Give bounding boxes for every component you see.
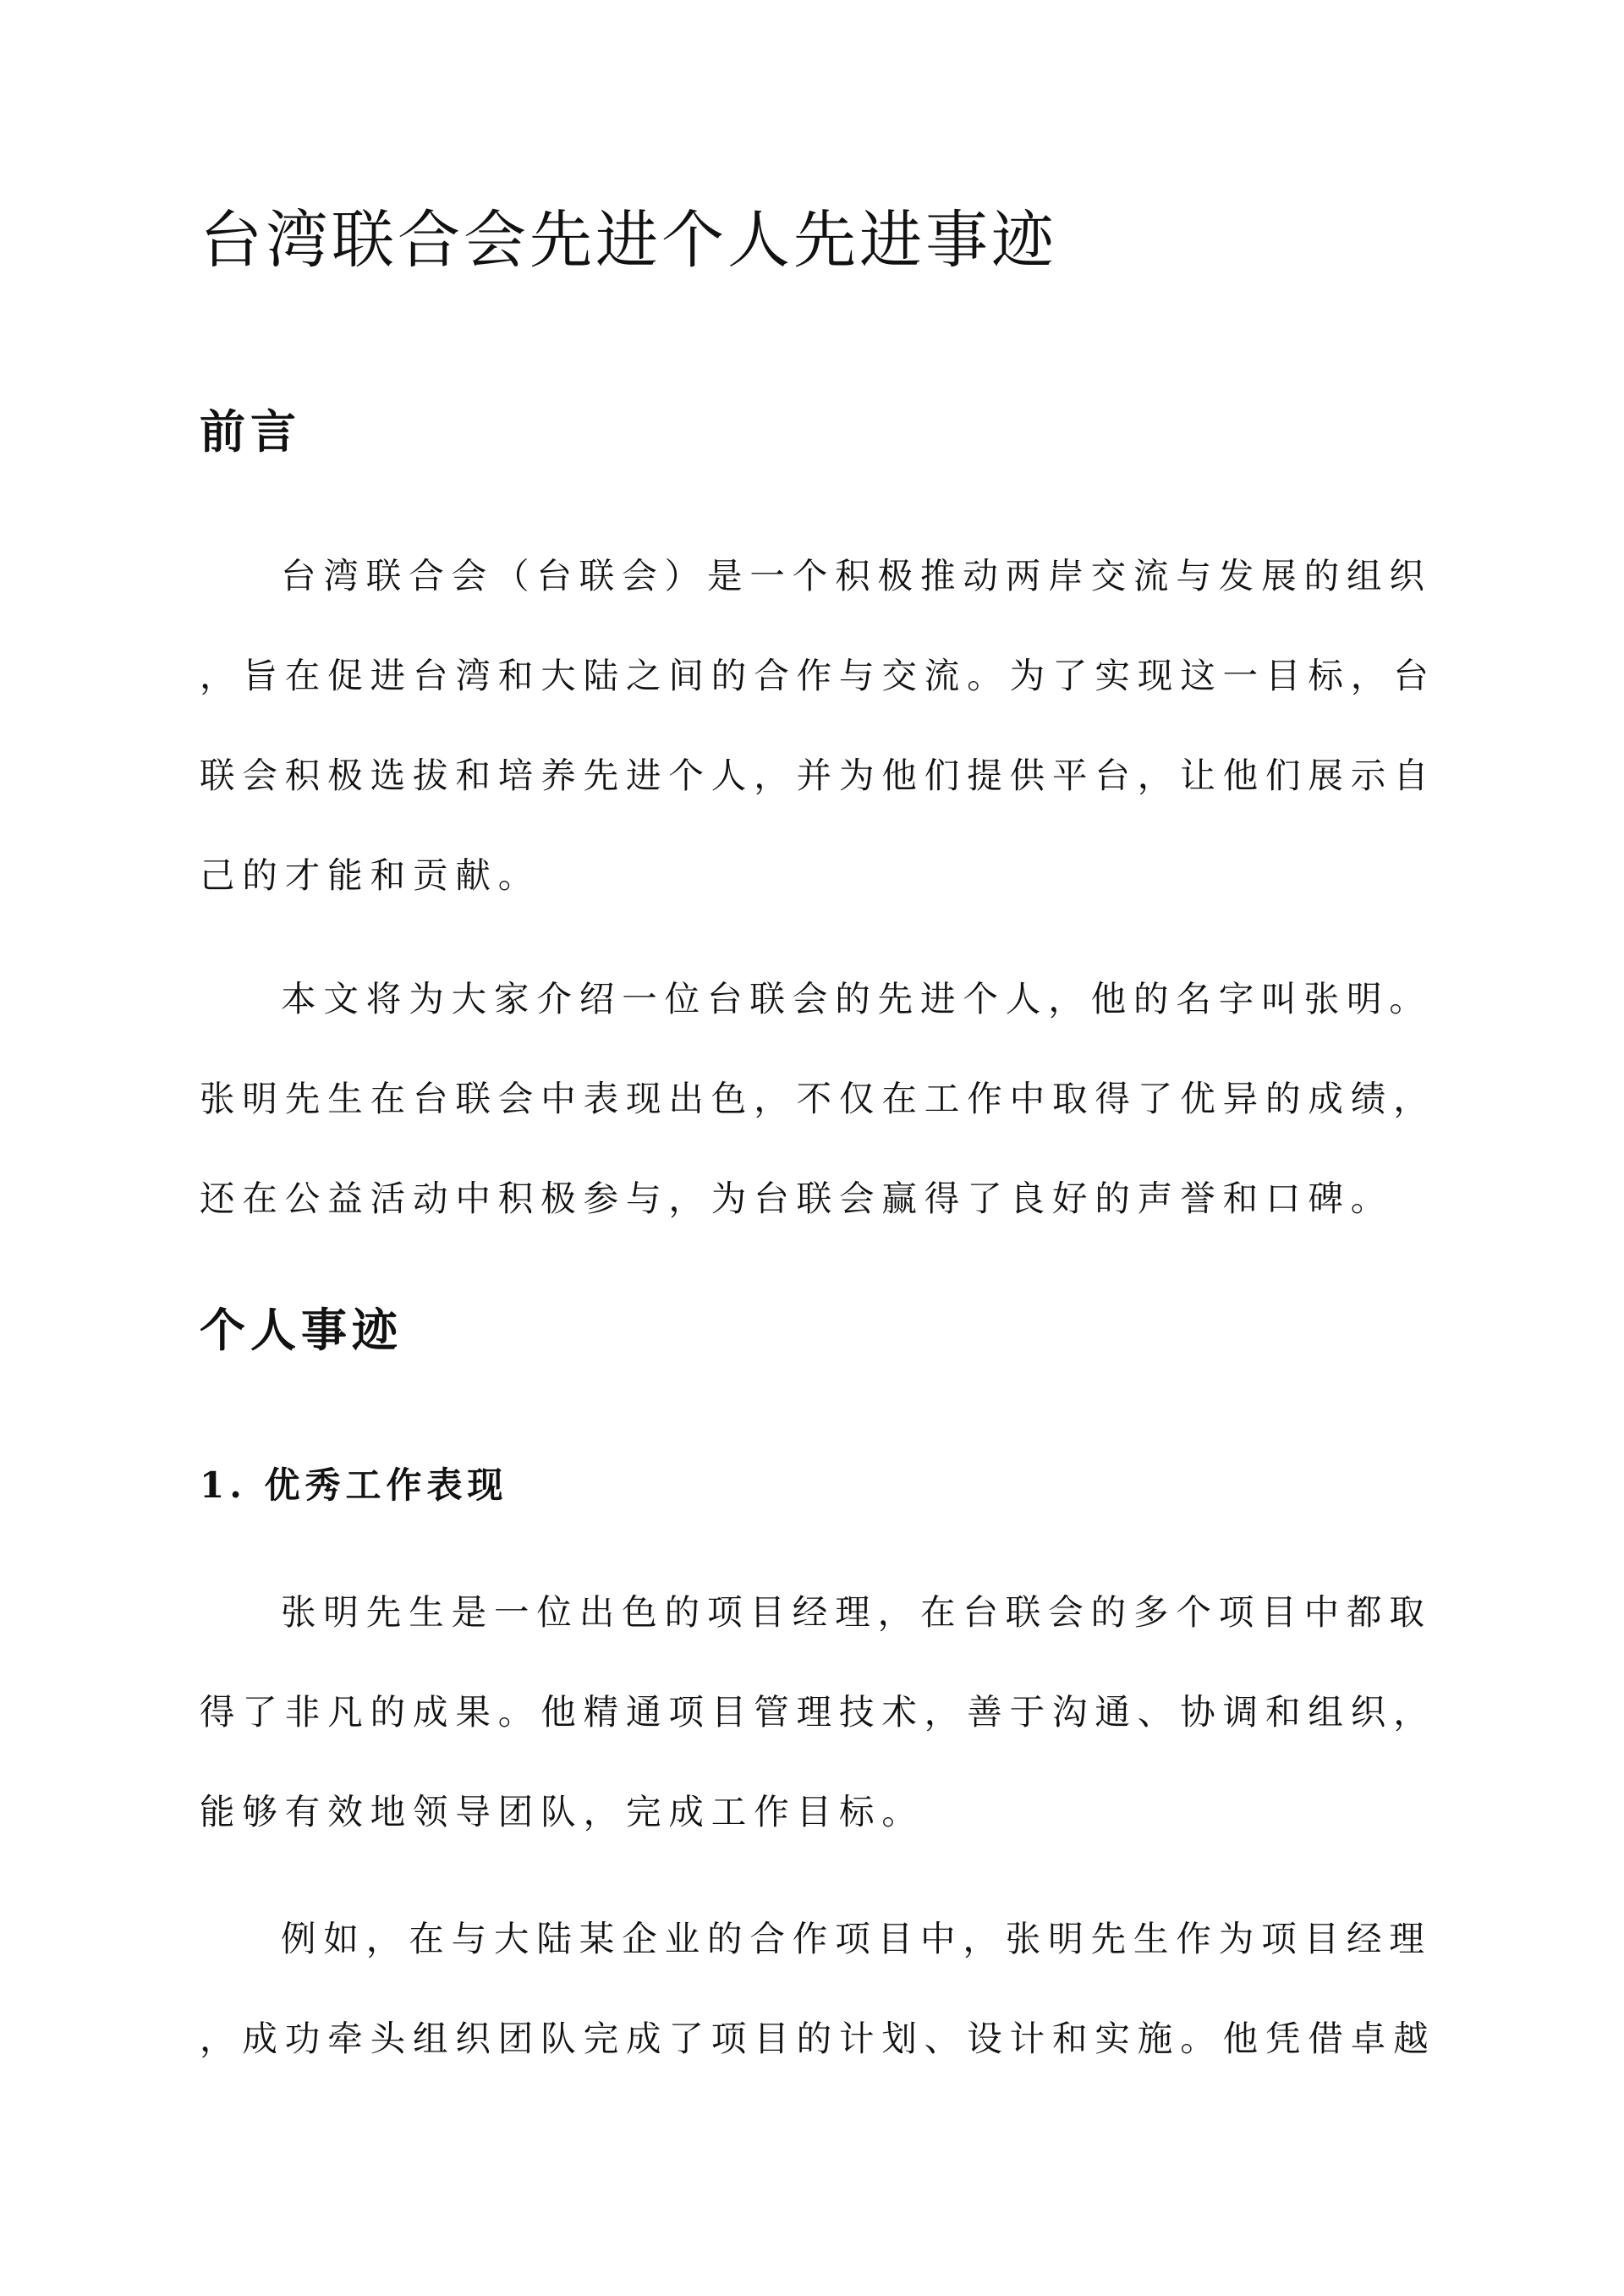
paragraph-line: 张明先生在台联会中表现出色，不仅在工作中取得了优异的成绩， (200, 1078, 1436, 1119)
paragraph-line: 例如，在与大陆某企业的合作项目中，张明先生作为项目经理 (281, 1918, 1432, 1959)
paragraph-line: 台湾联合会（台联会）是一个积极推动两岸交流与发展的组织 (281, 555, 1432, 596)
paragraph-line: ，旨在促进台湾和大陆之间的合作与交流。为了实现这一目标，台 (200, 655, 1436, 696)
paragraph-line: 能够有效地领导团队，完成工作目标。 (200, 1791, 924, 1832)
paragraph-line: 还在公益活动中积极参与，为台联会赢得了良好的声誉和口碑。 (200, 1178, 1394, 1219)
paragraph-work-1 (200, 1587, 1436, 1837)
paragraph-intro-1 (200, 551, 1436, 901)
paragraph-work-2 (200, 1914, 1436, 2064)
paragraph-line: ，成功牵头组织团队完成了项目的计划、设计和实施。他凭借卓越 (200, 2018, 1436, 2059)
document-title: 台湾联合会先进个人先进事迹 (200, 204, 1057, 277)
paragraph-intro-2 (200, 974, 1436, 1224)
section-heading-preface: 前言 (200, 404, 301, 459)
paragraph-line: 得了非凡的成果。他精通项目管理技术，善于沟通、协调和组织， (200, 1691, 1436, 1733)
subsection-heading-work-performance: 1. 优秀工作表现 (200, 1464, 508, 1506)
paragraph-line: 联会积极选拔和培养先进个人，并为他们提供平台，让他们展示自 (200, 755, 1436, 796)
paragraph-line: 己的才能和贡献。 (200, 854, 541, 896)
section-heading-personal-deeds: 个人事迹 (200, 1303, 403, 1357)
paragraph-line: 张明先生是一位出色的项目经理，在台联会的多个项目中都取 (281, 1591, 1432, 1633)
paragraph-line: 本文将为大家介绍一位台联会的先进个人，他的名字叫张明。 (281, 978, 1432, 1019)
